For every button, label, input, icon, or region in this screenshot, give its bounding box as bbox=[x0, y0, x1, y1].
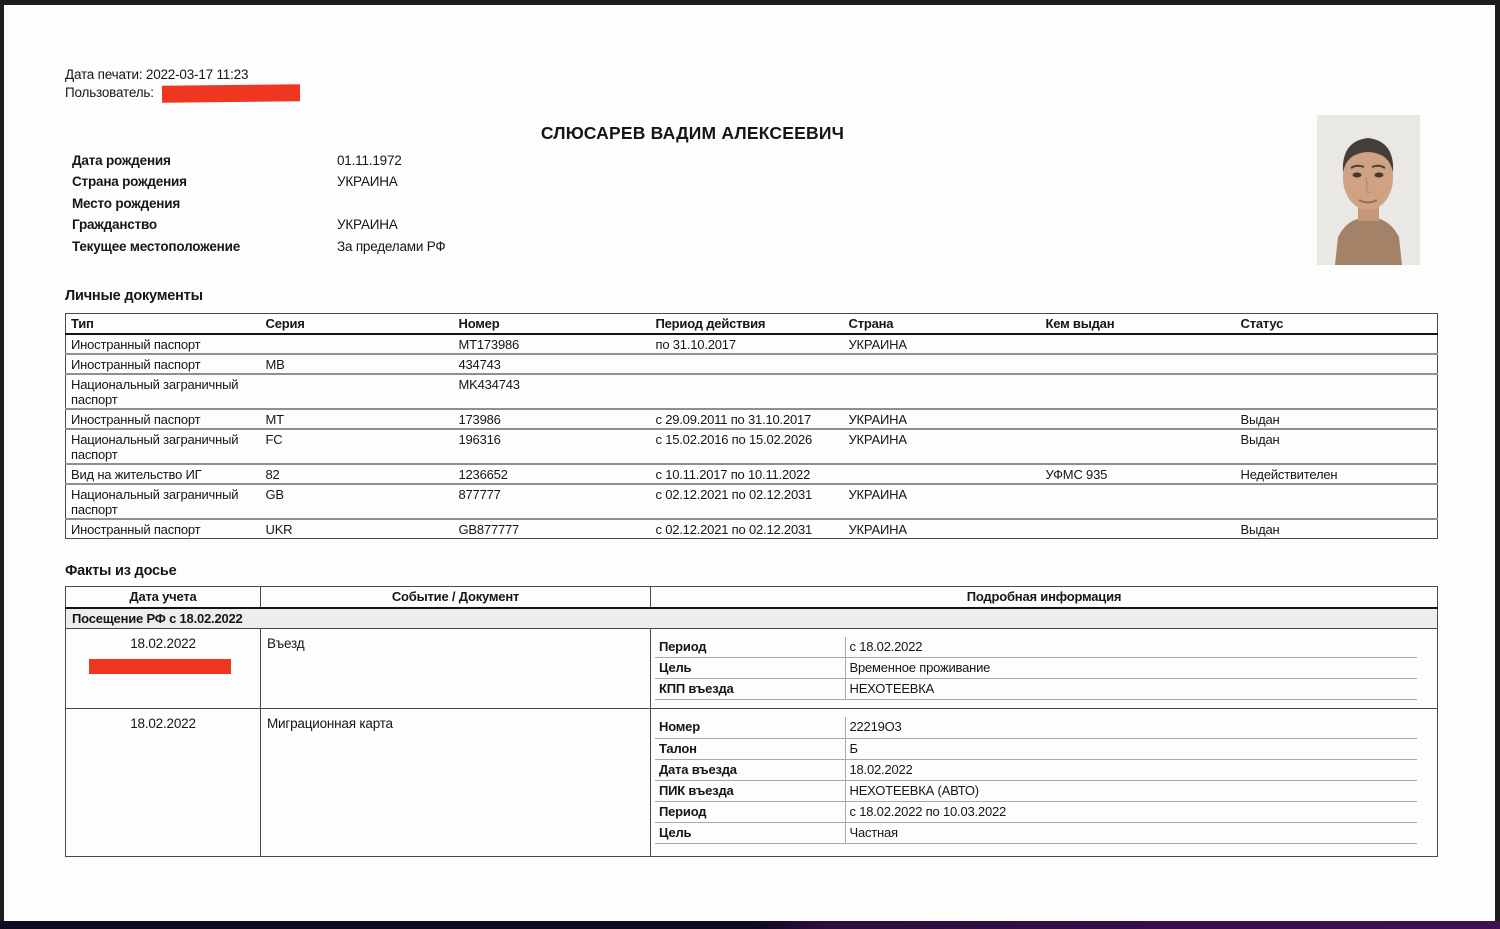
doc-cell bbox=[1041, 484, 1236, 519]
doc-cell: Иностранный паспорт bbox=[71, 356, 201, 372]
detail-value: с 18.02.2022 bbox=[845, 637, 1417, 658]
doc-cell: с 10.11.2017 по 10.11.2022 bbox=[655, 466, 811, 482]
doc-cell: MT173986 bbox=[458, 336, 520, 352]
detail-label: КПП въезда bbox=[655, 679, 845, 700]
doc-cell: Выдан bbox=[1240, 431, 1280, 447]
doc-cell: 173986 bbox=[458, 411, 501, 427]
field-value: 01.11.1972 bbox=[337, 153, 402, 168]
table-row bbox=[66, 464, 1438, 484]
documents-header-row bbox=[66, 314, 1438, 334]
user-label: Пользователь: bbox=[65, 85, 154, 100]
doc-cell bbox=[1236, 484, 1438, 519]
field-row bbox=[72, 153, 445, 174]
table-row bbox=[66, 334, 1438, 354]
doc-cell: FC bbox=[265, 431, 283, 447]
scan-border-right bbox=[1495, 0, 1500, 929]
col-header: Тип bbox=[66, 314, 261, 334]
print-meta bbox=[65, 66, 300, 102]
detail-label: Номер bbox=[655, 717, 845, 738]
portrait-illustration bbox=[1317, 115, 1420, 265]
fact-details-cell bbox=[651, 709, 1438, 857]
col-header: Номер bbox=[454, 314, 651, 334]
table-row bbox=[66, 484, 1438, 519]
portrait-photo bbox=[1317, 115, 1420, 265]
doc-cell: GB bbox=[265, 486, 284, 502]
detail-row bbox=[655, 717, 1417, 738]
detail-label: Дата въезда bbox=[655, 759, 845, 780]
detail-label: Талон bbox=[655, 738, 845, 759]
detail-label: Цель bbox=[655, 822, 845, 843]
detail-value: Временное проживание bbox=[845, 658, 1417, 679]
detail-label: Цель bbox=[655, 658, 845, 679]
detail-row bbox=[655, 780, 1417, 801]
detail-value: 22219O3 bbox=[845, 717, 1417, 738]
detail-row bbox=[655, 679, 1417, 700]
doc-cell bbox=[1041, 519, 1236, 539]
detail-value: НЕХОТЕЕВКА (АВТО) bbox=[845, 780, 1417, 801]
field-label: Гражданство bbox=[72, 217, 157, 233]
fact-details-table bbox=[655, 637, 1417, 701]
detail-label: Период bbox=[655, 637, 845, 658]
doc-cell: GB877777 bbox=[458, 521, 520, 537]
fact-date: 18.02.2022 bbox=[130, 716, 196, 731]
detail-value: 18.02.2022 bbox=[845, 759, 1417, 780]
doc-cell bbox=[1236, 354, 1438, 374]
facts-table bbox=[65, 586, 1438, 857]
doc-cell bbox=[844, 354, 1041, 374]
person-name: СЛЮСАРЕВ ВАДИМ АЛЕКСЕЕВИЧ bbox=[540, 123, 845, 143]
fact-date-cell bbox=[66, 628, 261, 709]
doc-cell bbox=[651, 374, 844, 409]
doc-cell: УКРАИНА bbox=[848, 336, 907, 352]
detail-row bbox=[655, 801, 1417, 822]
redaction-bar-fact bbox=[89, 659, 231, 674]
doc-cell: Вид на жительство ИГ bbox=[71, 466, 202, 482]
field-row bbox=[72, 239, 445, 260]
doc-cell bbox=[1236, 334, 1438, 354]
scan-border-top bbox=[0, 0, 1500, 5]
doc-cell bbox=[261, 374, 454, 409]
doc-cell: MB bbox=[265, 356, 285, 372]
fact-date-cell bbox=[66, 709, 261, 857]
doc-cell: 877777 bbox=[458, 486, 501, 502]
field-label: Место рождения bbox=[72, 195, 181, 211]
fact-event-cell: Въезд bbox=[261, 628, 651, 709]
fact-event-cell: Миграционная карта bbox=[261, 709, 651, 857]
doc-cell: 196316 bbox=[458, 431, 501, 447]
fact-date: 18.02.2022 bbox=[130, 635, 196, 651]
field-label: Страна рождения bbox=[72, 174, 187, 190]
col-header: Страна bbox=[844, 314, 1041, 334]
doc-cell: Выдан bbox=[1240, 411, 1280, 427]
doc-cell bbox=[1041, 429, 1236, 464]
detail-row bbox=[655, 822, 1417, 843]
doc-cell: 82 bbox=[265, 466, 280, 482]
doc-cell: УКРАИНА bbox=[848, 486, 907, 502]
person-fields bbox=[72, 153, 445, 260]
doc-cell: Недействителен bbox=[1240, 466, 1338, 482]
field-row bbox=[72, 174, 445, 195]
redaction-bar-user bbox=[162, 84, 300, 102]
col-header: Серия bbox=[261, 314, 454, 334]
detail-value: Частная bbox=[845, 822, 1417, 843]
detail-value: с 18.02.2022 по 10.03.2022 bbox=[845, 801, 1417, 822]
doc-cell: UKR bbox=[265, 521, 293, 537]
doc-cell: УКРАИНА bbox=[848, 431, 907, 447]
doc-cell: по 31.10.2017 bbox=[655, 336, 736, 352]
field-value: За пределами РФ bbox=[337, 238, 446, 254]
field-value: УКРАИНА bbox=[337, 217, 398, 233]
doc-cell: Национальный заграничный паспорт bbox=[71, 376, 239, 407]
facts-group-header: Посещение РФ с 18.02.2022 bbox=[66, 608, 1438, 629]
detail-label: Период bbox=[655, 801, 845, 822]
col-header: Статус bbox=[1236, 314, 1438, 334]
col-header: Период действия bbox=[651, 314, 844, 334]
detail-value: НЕХОТЕЕВКА bbox=[845, 679, 1417, 700]
doc-cell bbox=[1236, 374, 1438, 409]
detail-row bbox=[655, 637, 1417, 658]
facts-section-title: Факты из досье bbox=[65, 563, 177, 579]
doc-cell: MK434743 bbox=[458, 376, 520, 392]
doc-cell: Выдан bbox=[1240, 521, 1280, 537]
table-row bbox=[66, 519, 1438, 539]
field-row bbox=[72, 196, 445, 217]
field-label: Текущее местоположение bbox=[72, 238, 241, 254]
doc-cell bbox=[1041, 409, 1236, 429]
detail-row bbox=[655, 658, 1417, 679]
doc-cell bbox=[651, 354, 844, 374]
col-header: Дата учета bbox=[66, 587, 261, 608]
doc-cell: Иностранный паспорт bbox=[71, 411, 201, 427]
field-label: Дата рождения bbox=[72, 153, 171, 168]
doc-cell bbox=[261, 334, 454, 354]
doc-cell: УКРАИНА bbox=[848, 411, 907, 427]
doc-cell bbox=[1041, 354, 1236, 374]
doc-cell: УФМС 935 bbox=[1045, 466, 1108, 482]
table-row bbox=[66, 429, 1438, 464]
table-row bbox=[66, 709, 1438, 857]
fact-details-cell bbox=[651, 628, 1438, 709]
doc-cell: Национальный заграничный паспорт bbox=[71, 486, 239, 517]
table-row bbox=[66, 354, 1438, 374]
documents-section-title: Личные документы bbox=[65, 288, 203, 304]
detail-value: Б bbox=[845, 738, 1417, 759]
taskbar-strip bbox=[0, 921, 1500, 929]
doc-cell: 434743 bbox=[458, 356, 501, 372]
documents-table bbox=[65, 313, 1438, 539]
doc-cell: с 15.02.2016 по 15.02.2026 bbox=[655, 431, 813, 447]
field-row bbox=[72, 217, 445, 238]
print-date: Дата печати: 2022-03-17 11:23 bbox=[65, 67, 249, 82]
table-row bbox=[66, 628, 1438, 709]
doc-cell: с 02.12.2021 по 02.12.2031 bbox=[655, 486, 813, 502]
facts-group-row bbox=[66, 608, 1438, 629]
detail-label: ПИК въезда bbox=[655, 780, 845, 801]
doc-cell: УКРАИНА bbox=[848, 521, 907, 537]
doc-cell bbox=[1041, 334, 1236, 354]
doc-cell: с 02.12.2021 по 02.12.2031 bbox=[655, 521, 813, 537]
doc-cell: Иностранный паспорт bbox=[71, 521, 201, 537]
doc-cell bbox=[844, 464, 1041, 484]
doc-cell: Национальный заграничный паспорт bbox=[71, 431, 239, 462]
col-header: Кем выдан bbox=[1041, 314, 1236, 334]
detail-row bbox=[655, 759, 1417, 780]
doc-cell: MT bbox=[265, 411, 284, 427]
col-header: Событие / Документ bbox=[261, 587, 651, 608]
table-row bbox=[66, 409, 1438, 429]
doc-cell: Иностранный паспорт bbox=[71, 336, 201, 352]
doc-cell: 1236652 bbox=[458, 466, 508, 482]
table-row bbox=[66, 374, 1438, 409]
doc-cell bbox=[1041, 374, 1236, 409]
col-header: Подробная информация bbox=[651, 587, 1438, 608]
field-value: УКРАИНА bbox=[337, 174, 398, 190]
doc-cell: с 29.09.2011 по 31.10.2017 bbox=[655, 411, 812, 427]
detail-row bbox=[655, 738, 1417, 759]
fact-details-table bbox=[655, 717, 1417, 844]
scan-border-left bbox=[0, 0, 4, 929]
doc-cell bbox=[844, 374, 1041, 409]
facts-header-row bbox=[66, 587, 1438, 608]
